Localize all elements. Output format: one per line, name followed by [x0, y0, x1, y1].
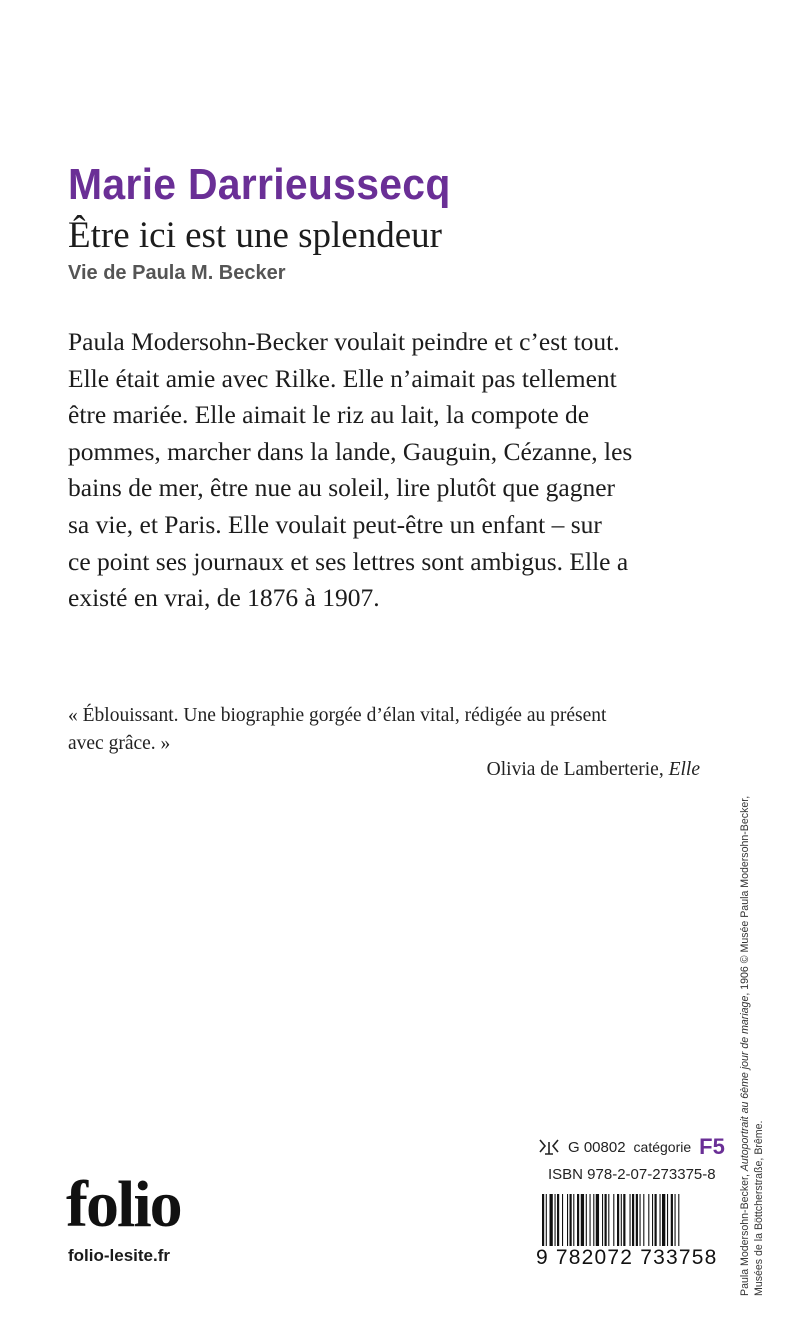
- credit-line-2: Musées de la Böttcherstraße, Brême.: [753, 1120, 765, 1296]
- blurb-line: être mariée. Elle aimait le riz au lait, la compote de: [68, 400, 590, 430]
- barcode-bar: [567, 1194, 568, 1246]
- blurb: [68, 324, 698, 617]
- category-label: catégorie: [633, 1139, 692, 1155]
- barcode-bar: [667, 1194, 668, 1246]
- barcode-bar: [662, 1194, 665, 1246]
- credit-artwork-title: Autoportrait au 6ème jour de mariage: [739, 995, 751, 1172]
- barcode-bar: [636, 1194, 638, 1246]
- blurb-line: Paula Modersohn-Becker voulait peindre et c’est tout.: [68, 327, 620, 356]
- barcode-bar: [671, 1194, 673, 1246]
- product-code-row: [538, 1134, 725, 1160]
- barcode-bar: [555, 1194, 556, 1246]
- publisher-logo: folio: [66, 1168, 181, 1241]
- barcode-bar: [630, 1194, 631, 1246]
- barcode-bar: [577, 1194, 579, 1246]
- image-credit: [738, 656, 766, 1296]
- barcode-bar: [562, 1194, 563, 1246]
- blurb-line: bains de mer, être nue au soleil, lire plutôt que gagner: [68, 473, 616, 503]
- barcode-bar: [602, 1194, 603, 1246]
- blurb-line: ce point ses journaux et ses lettres sont ambigus. Elle a: [68, 546, 629, 576]
- quote-line: « Éblouissant. Une biographie gorgée d’élan vital, rédigée au présent: [68, 705, 607, 726]
- barcode-bar: [542, 1194, 544, 1246]
- barcode-bar: [570, 1194, 572, 1246]
- barcode-bar: [573, 1194, 574, 1246]
- barcode-bar: [678, 1194, 679, 1246]
- blurb-line: Elle était amie avec Rilke. Elle n’aimait pas tellement: [68, 363, 617, 393]
- blurb-line: existé en vrai, de 1876 à 1907.: [68, 583, 380, 613]
- barcode-bar: [581, 1194, 584, 1246]
- barcode-bar: [623, 1194, 625, 1246]
- credit-prefix: Paula Modersohn-Becker,: [739, 1174, 751, 1296]
- barcode-bar: [648, 1194, 649, 1246]
- barcode-bar: [605, 1194, 607, 1246]
- barcode-bar: [586, 1194, 587, 1246]
- barcode-bar: [557, 1194, 559, 1246]
- barcode-bar: [550, 1194, 553, 1246]
- credit-line-1: [738, 656, 752, 1296]
- barcode-bar: [613, 1194, 614, 1246]
- publisher-site: folio-lesite.fr: [68, 1246, 171, 1265]
- barcode-bar: [655, 1194, 657, 1246]
- barcode-bar: [608, 1194, 609, 1246]
- quote-line: avec grâce. »: [68, 733, 171, 754]
- barcode-bar: [590, 1194, 591, 1246]
- quote-attribution: [487, 759, 700, 781]
- barcode-bar: [546, 1194, 547, 1246]
- blurb-line: sa vie, et Paris. Elle voulait peut-être un enfant – sur: [68, 509, 602, 539]
- barcode-bar: [632, 1194, 634, 1246]
- barcode-bar: [660, 1194, 661, 1246]
- attribution-name: Olivia de Lamberterie,: [486, 759, 664, 780]
- category-code: F5: [699, 1134, 725, 1159]
- barcode-bar: [640, 1194, 641, 1246]
- book-title: Être ici est une splendeur: [68, 215, 442, 256]
- barcode-bar: [593, 1194, 594, 1246]
- publisher-mark-icon: [538, 1138, 560, 1156]
- book-subtitle: Vie de Paula M. Becker: [68, 262, 286, 284]
- barcode-digits: 9 782072 733758: [536, 1246, 718, 1269]
- barcode-bar: [643, 1194, 644, 1246]
- author-name: Marie Darrieussecq: [68, 160, 451, 209]
- blurb-line: pommes, marcher dans la lande, Gauguin, Cézanne, les: [68, 436, 633, 466]
- barcode-bar: [621, 1194, 622, 1246]
- isbn: ISBN 978-2-07-273375-8: [548, 1166, 716, 1183]
- barcode-bar: [617, 1194, 619, 1246]
- barcode-bar: [652, 1194, 653, 1246]
- press-quote: [68, 702, 708, 758]
- barcode-bar: [675, 1194, 676, 1246]
- barcode-bar: [596, 1194, 599, 1246]
- credit-suffix: , 1906 © Musée Paula Modersohn-Becker,: [739, 795, 751, 996]
- attribution-source: Elle: [668, 759, 700, 780]
- product-code: G 00802: [568, 1138, 626, 1156]
